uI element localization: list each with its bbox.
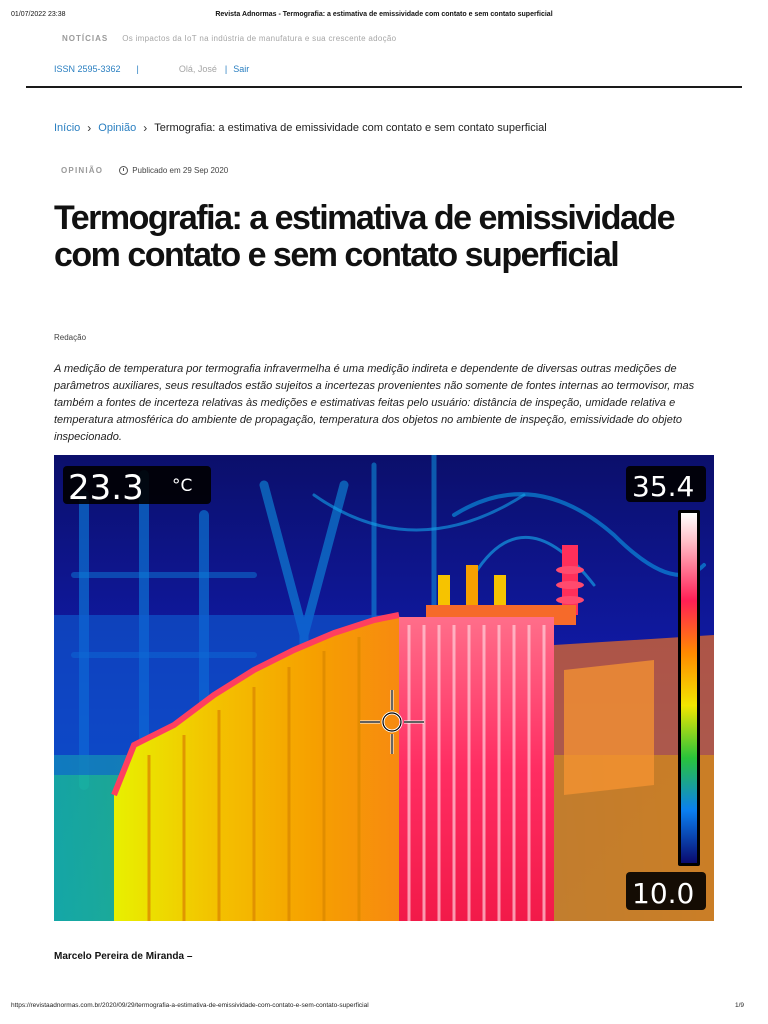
thermal-image [54, 455, 714, 921]
print-title: Revista Adnormas - Termografia: a estimativa de emissividade com contato e sem contato superficial [215, 11, 553, 18]
separator: | [224, 64, 228, 74]
breadcrumb [54, 121, 547, 135]
issn-label: ISSN 2595-3362 [54, 64, 121, 74]
print-header [0, 11, 768, 23]
user-greeting: Olá, José [178, 64, 217, 74]
article-meta [61, 166, 228, 175]
print-url: https://revistaadnormas.com.br/2020/09/29/termografia-a-estimativa-de-emissividade-com-contato-e-sem-contato-superficial [11, 1002, 369, 1009]
breadcrumb-section-link[interactable]: Opinião [98, 122, 137, 134]
ticker-label: NOTÍCIAS [62, 34, 109, 43]
news-ticker [62, 34, 396, 43]
chevron-right-icon: › [87, 121, 92, 135]
separator: | [136, 64, 139, 74]
publish-date: Publicado em 29 Sep 2020 [132, 166, 229, 175]
color-scale-bar [681, 513, 697, 863]
temperature-unit: °C [172, 476, 193, 496]
ticker-headline-link[interactable]: Os impactos da IoT na indústria de manufatura e sua crescente adoção [122, 34, 397, 43]
article-author: Redação [54, 333, 87, 342]
print-page-number: 1/9 [734, 1002, 744, 1009]
article-byline: Marcelo Pereira de Miranda – [54, 951, 193, 962]
breadcrumb-home-link[interactable]: Início [54, 122, 81, 134]
print-datetime: 01/07/2022 23:38 [11, 11, 66, 18]
page-title: Termografia: a estimativa de emissividade com contato e sem contato superficial [54, 199, 675, 274]
article-lede: A medição de temperatura por termografia infravermelha é uma medição indireta e dependente de diversas outras medições de parâmetros auxiliares, seus resultados estão sujeitos a incertezas provenientes não somente de fontes internas ao termovisor, mas também a fontes de incerteza relativas às medições e estimativas feitas pelo usuário: distância de inspeção, umidade relativa e temperatura atmosférica do ambiente de propagação, temperatura dos objetos no ambiente de inspeção, emissividade do objeto inspecionado. [54, 363, 695, 443]
breadcrumb-current: Termografia: a estimativa de emissividade com contato e sem contato superficial [154, 122, 547, 134]
scale-max-label: 35.4 [632, 470, 695, 503]
spot-temperature: 23.3 [68, 468, 144, 508]
scale-min-label: 10.0 [632, 877, 695, 910]
print-footer [0, 1002, 768, 1012]
chevron-right-icon: › [143, 121, 148, 135]
header-divider [26, 86, 742, 88]
clock-icon [119, 166, 128, 175]
top-bar [54, 64, 249, 74]
logout-link[interactable]: Sair [233, 64, 250, 74]
category-tag[interactable]: OPINIÃO [61, 166, 104, 175]
